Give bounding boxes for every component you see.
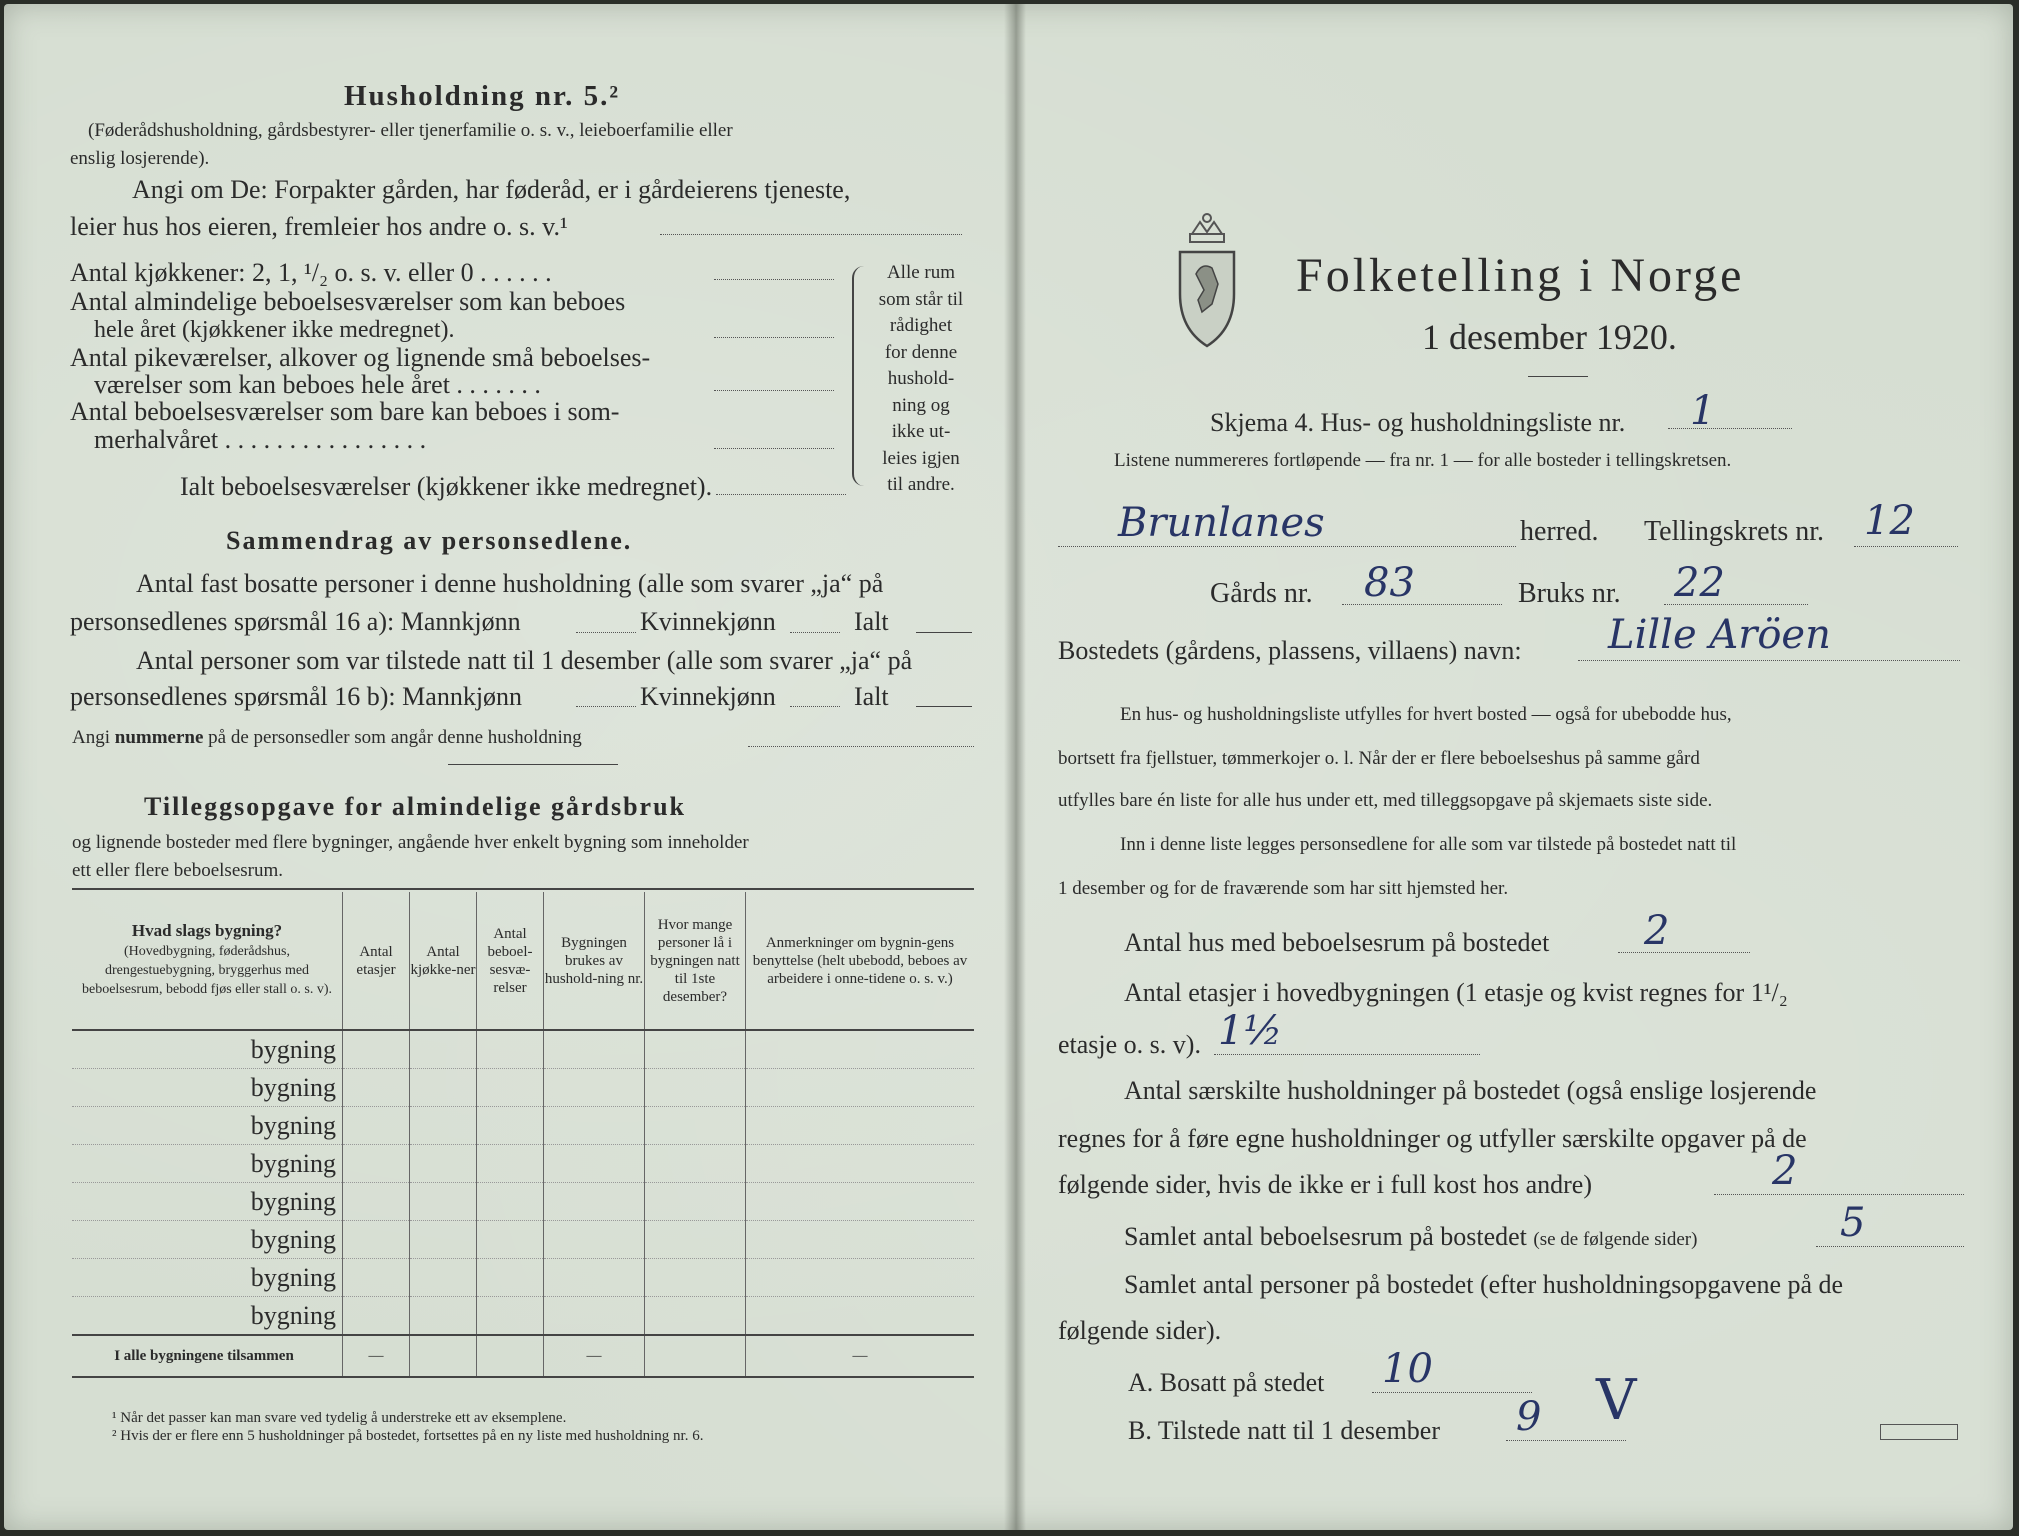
bosted-label: Bostedets (gårdens, plassens, villaens) navn:: [1058, 636, 1522, 665]
summary-total-b: Ialt: [854, 682, 889, 711]
herred-value: Brunlanes: [1118, 500, 1325, 546]
info-line-3: utfylles bare én liste for alle hus under ett, med tilleggsopgave på skjemaets siste side.: [1058, 790, 1713, 811]
footnote-1: ¹ Når det passer kan man svare ved tydelig å understreke ett av eksemplene.: [112, 1410, 567, 1426]
tillegg-title: Tilleggsopgave for almindelige gårdsbruk: [144, 792, 687, 821]
rooms-ordinary-label-2: hele året (kjøkkener ikke medregnet).: [94, 317, 455, 343]
schema-label: Skjema 4. Hus- og husholdningsliste nr.: [1210, 408, 1626, 437]
form-title: Folketelling i Norge: [1296, 249, 1745, 302]
tilstede-value: 9: [1516, 1394, 1542, 1440]
tilstede-label: B. Tilstede natt til 1 desember: [1128, 1416, 1440, 1445]
bruks-label: Bruks nr.: [1518, 578, 1621, 609]
herred-label: herred.: [1520, 516, 1599, 547]
rooms-summer-label-2: merhalvåret . . . . . . . . . . . . . . . .: [94, 425, 427, 454]
husholdn-label-3: følgende sider, hvis de ikke er i full kost hos andre): [1058, 1170, 1592, 1199]
bosatt-label: A. Bosatt på stedet: [1128, 1368, 1325, 1397]
household-title: Husholdning nr. 5.²: [344, 80, 621, 112]
summary-line-1: Antal fast bosatte personer i denne husholdning (alle som svarer „ja“ på: [136, 569, 884, 598]
intro-line-2: enslig losjerende).: [70, 148, 210, 169]
table-row: bygning: [72, 1030, 974, 1069]
footnote-2: ² Hvis der er flere enn 5 husholdninger på bostedet, fortsettes på en ny liste med husholdning nr. 6.: [112, 1428, 704, 1444]
husholdn-label-1: Antal særskilte husholdninger på bostedet (også enslige losjerende: [1124, 1076, 1817, 1105]
etasjer-label-2: etasje o. s. v).: [1058, 1030, 1201, 1059]
intro-line-1: (Føderådshusholdning, gårdsbestyrer- eller tjenerfamilie o. s. v., leieboerfamilie eller: [88, 120, 733, 141]
header-remarks: Anmerkninger om bygnin-gens benyttelse (helt ubebodd, beboes av arbeidere i onne-tidene o. s. v.): [746, 892, 975, 1030]
ask-line-2: leier hus hos eieren, fremleier hos andre o. s. v.¹: [70, 212, 568, 241]
rooms-ordinary-label: Antal almindelige beboelsesværelser som kan beboes: [70, 287, 626, 316]
coat-of-arms-icon: [1172, 204, 1242, 354]
table-row: bygning: [72, 1259, 974, 1297]
header-rooms: Antal beboel-sesvæ-relser: [477, 892, 544, 1030]
husholdn-label-2: regnes for å føre egne husholdninger og utfyller særskilte opgaver på de: [1058, 1124, 1807, 1153]
rooms-small-label: Antal pikeværelser, alkover og lignende små beboelses-: [70, 343, 651, 372]
printer-stamp: [1880, 1424, 1958, 1440]
info-line-5: 1 desember og for de fraværende som har sitt hjemsted her.: [1058, 878, 1509, 899]
summary-line-4: personsedlenes spørsmål 16 b): Mannkjønn: [70, 682, 523, 711]
bosted-value: Lille Aröen: [1608, 612, 1831, 658]
info-line-1: En hus- og husholdningsliste utfylles for hvert bosted — også for ubebodde hus,: [1120, 704, 1732, 725]
header-persons: Hvor mange personer lå i bygningen natt til 1ste desember?: [645, 892, 746, 1030]
tillegg-line-1: og lignende bosteder med flere bygninger, angående hver enkelt bygning som inneholder: [72, 832, 749, 853]
form-date: 1 desember 1920.: [1422, 317, 1677, 357]
page-fold: [1004, 4, 1026, 1530]
husholdn-value: 2: [1772, 1148, 1798, 1194]
header-household-no: Bygningen brukes av hushold-ning nr.: [544, 892, 645, 1030]
angi-line: Angi nummerne på de personsedler som angår denne husholdning: [72, 727, 582, 748]
schema-value: 1: [1690, 388, 1716, 434]
etasjer-value: 1½: [1218, 1008, 1283, 1054]
header-floors: Antal etasjer: [343, 892, 410, 1030]
header-building-type: Hvad slags bygning? (Hovedbygning, føderådshus, drengestuebygning, bryggerhus med beboelsesrum, bebodd fjøs eller stall o. s. v).: [72, 892, 343, 1030]
bosatt-value: 10: [1382, 1346, 1433, 1392]
etasjer-label-1: Antal etasjer i hovedbygningen (1 etasje og kvist regnes for 1¹/₂: [1124, 978, 1788, 1007]
krets-label: Tellingskrets nr.: [1644, 516, 1825, 547]
summary-female-a: Kvinnekjønn: [640, 607, 776, 636]
table-row: bygning: [72, 1183, 974, 1221]
samlet-rum-value: 5: [1840, 1200, 1866, 1246]
table-row: bygning: [72, 1107, 974, 1145]
samlet-pers-label-1: Samlet antal personer på bostedet (efter husholdningsopgavene på de: [1124, 1270, 1844, 1299]
samlet-rum-label: Samlet antal beboelsesrum på bostedet (se de følgende sider): [1124, 1222, 1698, 1251]
info-line-2: bortsett fra fjellstuer, tømmerkojer o. l. Når der er flere beboelseshus på samme gård: [1058, 748, 1700, 769]
schema-note: Listene nummereres fortløpende — fra nr. 1 — for alle bosteder i tellingskretsen.: [1114, 450, 1732, 471]
table-total-row: I alle bygningene tilsammen — — —: [72, 1335, 974, 1377]
ask-line-1: Angi om De: Forpakter gården, har føderåd, er i gårdeierens tjeneste,: [132, 175, 851, 204]
check-mark: V: [1596, 1368, 1637, 1433]
rooms-small-label-2: værelser som kan beboes hele året . . . . . . .: [94, 370, 541, 399]
building-table: [72, 892, 974, 1378]
info-line-4: Inn i denne liste legges personsedlene for alle som var tilstede på bostedet natt til: [1120, 834, 1737, 855]
rooms-summer-label: Antal beboelsesværelser som bare kan beboes i som-: [70, 397, 620, 426]
summary-line-3: Antal personer som var tilstede natt til 1 desember (alle som svarer „ja“ på: [136, 646, 913, 675]
table-row: bygning: [72, 1297, 974, 1336]
hus-label: Antal hus med beboelsesrum på bostedet: [1124, 928, 1550, 957]
tillegg-line-2: ett eller flere beboelsesrum.: [72, 860, 284, 881]
header-kitchens: Antal kjøkke-ner: [410, 892, 477, 1030]
census-form-sheet: [4, 4, 2013, 1530]
krets-value: 12: [1864, 498, 1915, 544]
gards-value: 83: [1364, 560, 1415, 606]
rooms-total-label: Ialt beboelsesværelser (kjøkkener ikke medregnet).: [180, 472, 713, 501]
gards-label: Gårds nr.: [1210, 578, 1313, 609]
summary-line-2: personsedlenes spørsmål 16 a): Mannkjønn: [70, 607, 521, 636]
hus-value: 2: [1644, 908, 1670, 954]
summary-female-b: Kvinnekjønn: [640, 682, 776, 711]
table-row: bygning: [72, 1069, 974, 1107]
kitchens-label: Antal kjøkkener: 2, 1, ¹/₂ o. s. v. eller 0 . . . . . .: [70, 258, 552, 287]
summary-total-a: Ialt: [854, 607, 889, 636]
rooms-brace: [852, 266, 864, 486]
rooms-note: Alle rum som står til rådighet for denne hushold- ning og ikke ut- leies igjen til andre.: [878, 262, 964, 495]
table-row: bygning: [72, 1145, 974, 1183]
summary-title: Sammendrag av personsedlene.: [226, 526, 633, 555]
table-row: bygning: [72, 1221, 974, 1259]
bruks-value: 22: [1674, 560, 1725, 606]
samlet-pers-label-2: følgende sider).: [1058, 1316, 1222, 1345]
